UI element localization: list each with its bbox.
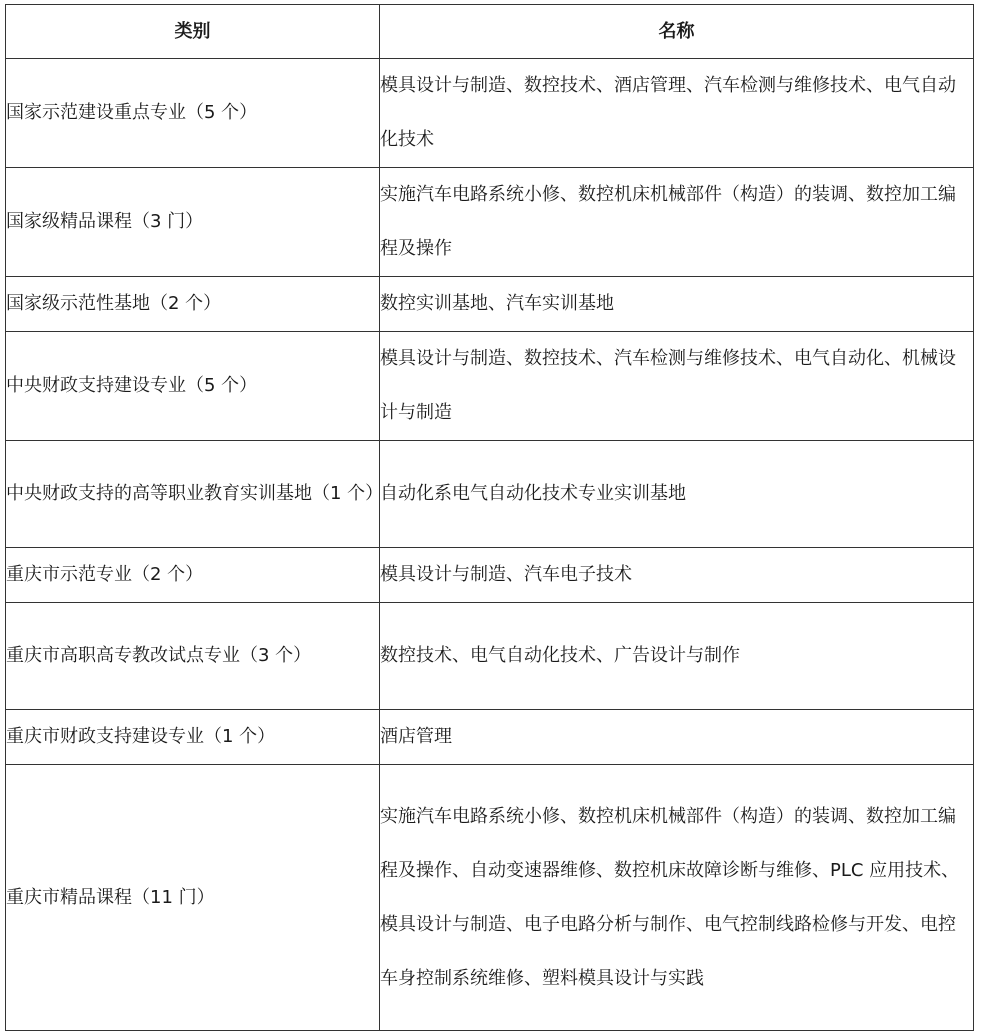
category-cell: 重庆市高职高专教改试点专业（3 个） [6, 603, 380, 710]
table-header [6, 5, 974, 59]
table-body [6, 59, 974, 1031]
header-category: 类别 [6, 5, 380, 59]
header-name: 名称 [380, 5, 974, 59]
category-cell: 国家示范建设重点专业（5 个） [6, 59, 380, 168]
names-cell: 数控技术、电气自动化技术、广告设计与制作 [380, 603, 974, 710]
names-cell: 模具设计与制造、数控技术、酒店管理、汽车检测与维修技术、电气自动化技术 [380, 59, 974, 168]
category-cell: 重庆市财政支持建设专业（1 个） [6, 710, 380, 765]
category-cell: 国家级精品课程（3 门） [6, 168, 380, 277]
table-row [6, 168, 974, 277]
names-cell: 模具设计与制造、汽车电子技术 [380, 548, 974, 603]
table-row [6, 332, 974, 441]
category-cell: 重庆市示范专业（2 个） [6, 548, 380, 603]
names-cell: 模具设计与制造、数控技术、汽车检测与维修技术、电气自动化、机械设计与制造 [380, 332, 974, 441]
table-row [6, 277, 974, 332]
names-cell: 实施汽车电路系统小修、数控机床机械部件（构造）的装调、数控加工编程及操作、自动变速器维修、数控机床故障诊断与维修、PLC 应用技术、模具设计与制造、电子电路分析与制作、电气控制线路检修与开发、电控车身控制系统维修、塑料模具设计与实践 [380, 765, 974, 1031]
header-row [6, 5, 974, 59]
table-row [6, 710, 974, 765]
category-cell: 重庆市精品课程（11 门） [6, 765, 380, 1031]
category-cell: 中央财政支持的高等职业教育实训基地（1 个） [6, 441, 380, 548]
names-cell: 数控实训基地、汽车实训基地 [380, 277, 974, 332]
table-row [6, 441, 974, 548]
names-cell: 酒店管理 [380, 710, 974, 765]
table-row [6, 603, 974, 710]
table-row [6, 765, 974, 1031]
honors-table [5, 4, 974, 1031]
names-cell: 实施汽车电路系统小修、数控机床机械部件（构造）的装调、数控加工编程及操作 [380, 168, 974, 277]
table-row [6, 548, 974, 603]
table-row [6, 59, 974, 168]
names-cell: 自动化系电气自动化技术专业实训基地 [380, 441, 974, 548]
category-cell: 中央财政支持建设专业（5 个） [6, 332, 380, 441]
category-cell: 国家级示范性基地（2 个） [6, 277, 380, 332]
